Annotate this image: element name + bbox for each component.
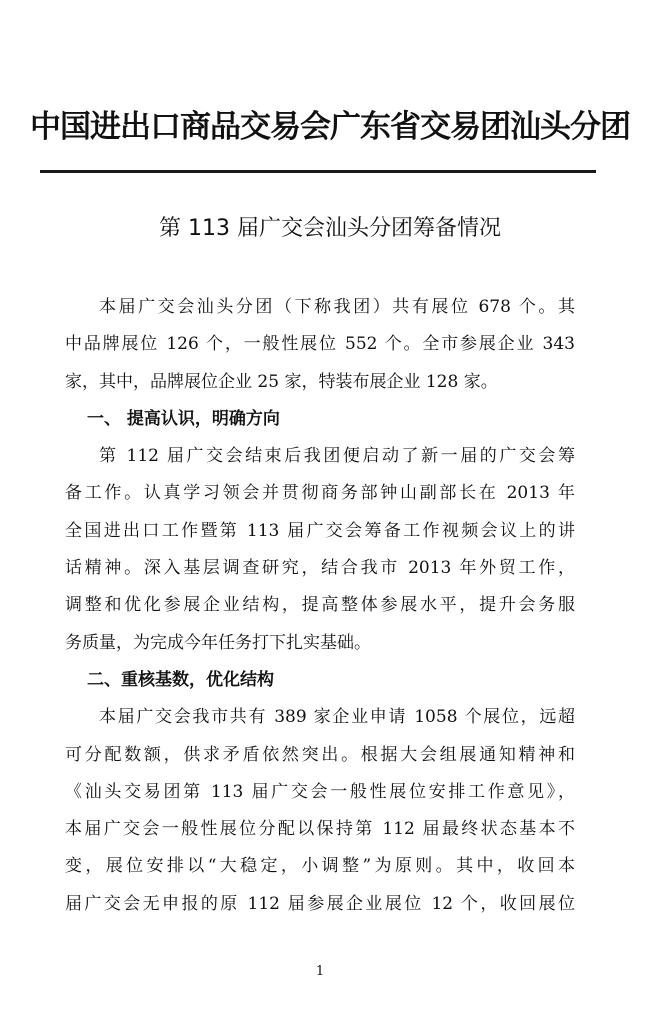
paragraph-line: 本届广交会一般性展位分配以保持第 112 届最终状态基本不 (65, 819, 575, 840)
paragraph-line: 变，展位安排以“大稳定，小调整”为原则。其中，收回本 (65, 856, 575, 877)
paragraph-line: 全国进出口工作暨第 113 届广交会筹备工作视频会议上的讲 (65, 520, 575, 541)
paragraph-line: 届广交会无申报的原 112 届参展企业展位 12 个，收回展位 (65, 893, 575, 914)
paragraph-line: 中品牌展位 126 个，一般性展位 552 个。全市参展企业 343 (65, 334, 575, 355)
paragraph-line: 话精神。深入基层调查研究，结合我市 2013 年外贸工作， (65, 558, 575, 579)
paragraph-line: 家，其中，品牌展位企业 25 家，特装布展企业 128 家。 (65, 371, 498, 392)
letterhead-title: 中国进出口商品交易会广东省交易团汕头分团 (30, 109, 630, 145)
document-body (65, 289, 575, 923)
paragraph-line: 务质量，为完成今年任务打下扎实基础。 (65, 632, 371, 653)
paragraph-line: 可分配数额，供求矛盾依然突出。根据大会组展通知精神和 (65, 744, 575, 765)
paragraph-line: 《汕头交易团第 113 届广交会一般性展位安排工作意见》， (65, 781, 575, 802)
paragraph-line: 备工作。认真学习领会并贯彻商务部钟山副部长在 2013 年 (65, 483, 575, 504)
letterhead-divider (40, 170, 596, 173)
section-heading-1: 一、 提高认识，明确方向 (87, 408, 280, 429)
section-heading-2: 二、重核基数，优化结构 (87, 669, 274, 690)
paragraph-line: 本届广交会我市共有 389 家企业申请 1058 个展位，远超 (99, 707, 575, 728)
page-number: 1 (315, 964, 325, 979)
document-title: 第 113 届广交会汕头分团筹备情况 (159, 216, 501, 241)
paragraph-line: 本届广交会汕头分团（下称我团）共有展位 678 个。其 (99, 297, 575, 317)
paragraph-line: 第 112 届广交会结束后我团便启动了新一届的广交会筹 (99, 446, 575, 467)
paragraph-line: 调整和优化参展企业结构，提高整体参展水平，提升会务服 (65, 595, 575, 616)
